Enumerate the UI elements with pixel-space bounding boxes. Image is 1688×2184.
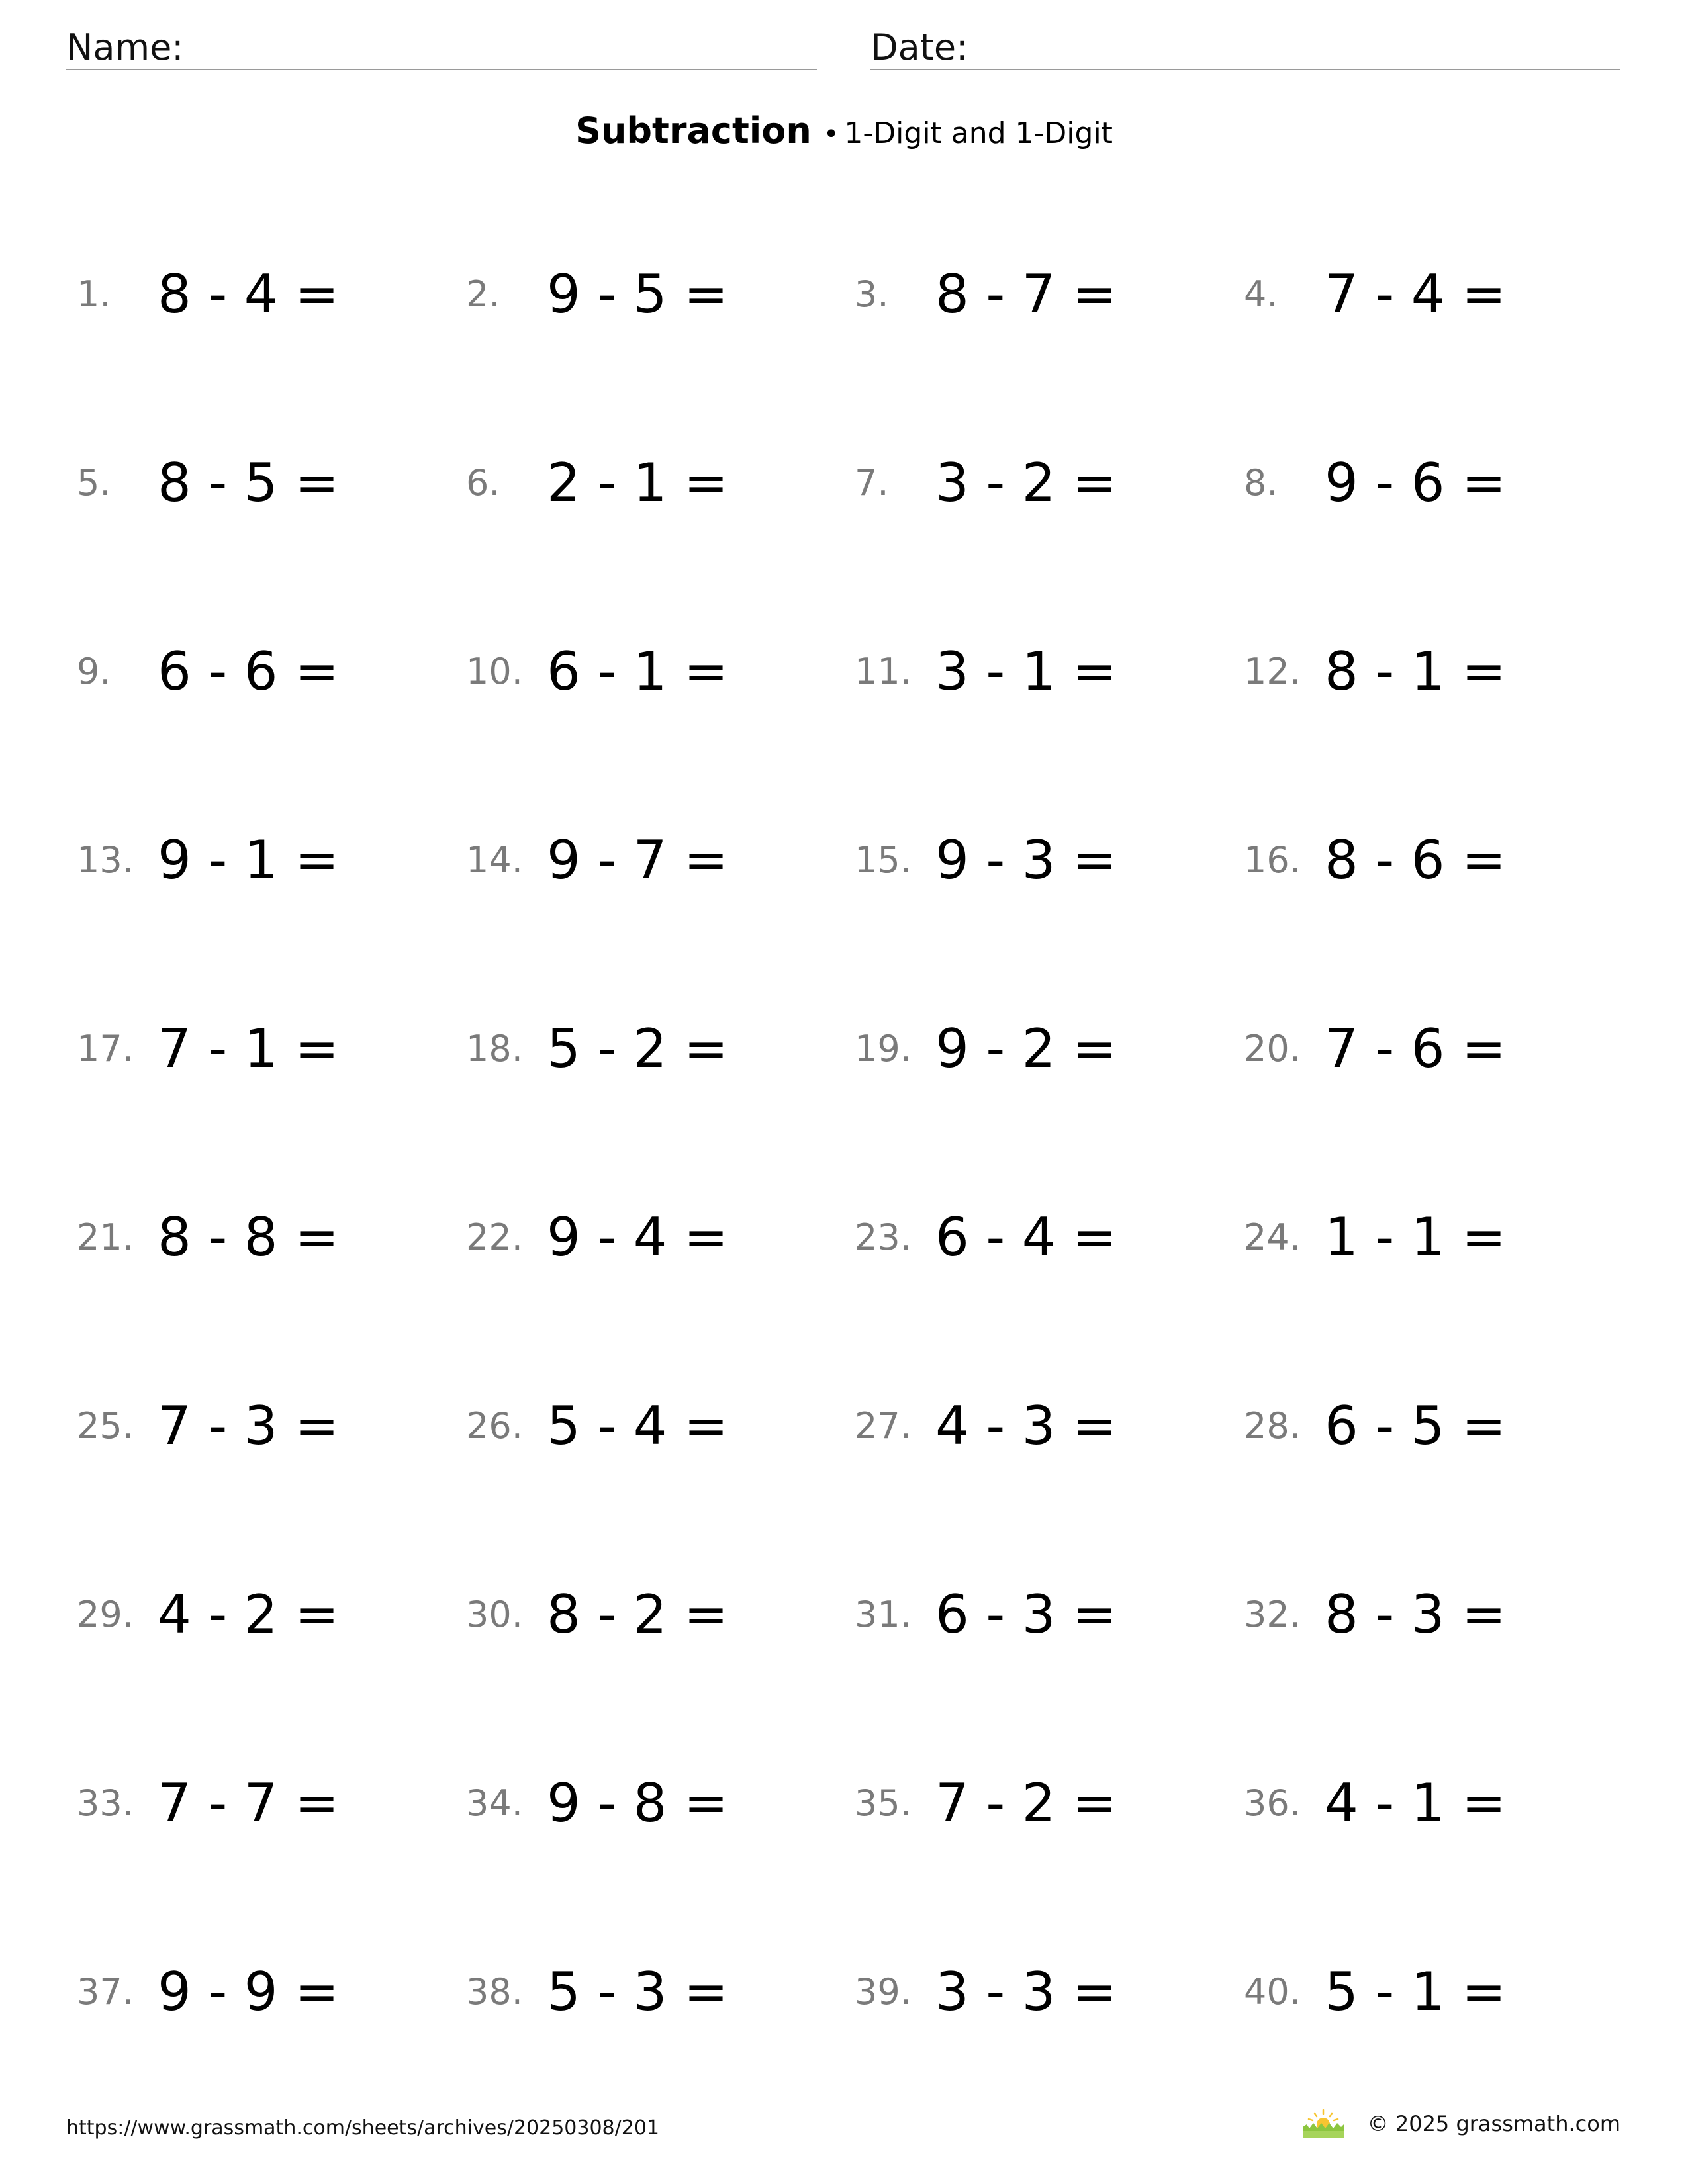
problem-item [1244,1520,1506,1709]
problem-item [466,1332,728,1520]
problem-number: 13. [77,839,134,881]
title-bullet: • [823,119,839,150]
problem-number: 18. [466,1028,523,1069]
footer-url[interactable]: https://www.grassmath.com/sheets/archives/20250308/201 [66,2116,660,2140]
problem-number: 16. [1244,839,1301,881]
problem-expression: 6 - 6 = [158,641,339,702]
problem-expression: 8 - 5 = [158,452,339,514]
date-field[interactable] [870,26,1620,70]
problem-item [77,954,339,1143]
problem-expression: 5 - 1 = [1325,1961,1506,2023]
problem-number: 7. [855,462,889,504]
problem-expression: 9 - 8 = [547,1772,728,1834]
problem-number: 12. [1244,651,1301,692]
problem-item [855,1520,1117,1709]
problem-expression: 8 - 3 = [1325,1584,1506,1645]
problem-number: 34. [466,1782,523,1824]
problem-number: 32. [1244,1594,1301,1635]
problem-expression: 6 - 1 = [547,641,728,702]
problem-number: 30. [466,1594,523,1635]
problem-number: 25. [77,1405,134,1447]
problem-expression: 8 - 8 = [158,1206,339,1268]
problem-row [0,1897,1688,2086]
problem-expression: 1 - 1 = [1325,1206,1506,1268]
problem-number: 33. [77,1782,134,1824]
problem-expression: 9 - 7 = [547,829,728,891]
problem-item [77,388,339,577]
problem-number: 21. [77,1216,134,1258]
problem-number: 36. [1244,1782,1301,1824]
problem-number: 22. [466,1216,523,1258]
problem-expression: 7 - 6 = [1325,1018,1506,1079]
problem-number: 8. [1244,462,1278,504]
problem-expression: 7 - 3 = [158,1395,339,1457]
problem-item [855,954,1117,1143]
problem-number: 20. [1244,1028,1301,1069]
problem-expression: 4 - 1 = [1325,1772,1506,1834]
problem-number: 1. [77,273,111,315]
problem-item [466,1143,728,1332]
problem-expression: 7 - 4 = [1325,263,1506,325]
problem-number: 26. [466,1405,523,1447]
problem-item [77,1897,339,2086]
problem-number: 27. [855,1405,912,1447]
problem-item [1244,1332,1506,1520]
title-subtitle: 1-Digit and 1-Digit [844,116,1113,150]
problem-row [0,577,1688,766]
problem-expression: 2 - 1 = [547,452,728,514]
problem-number: 24. [1244,1216,1301,1258]
problem-item [1244,1709,1506,1897]
problem-expression: 8 - 2 = [547,1584,728,1645]
problem-row [0,766,1688,954]
problem-item [466,1520,728,1709]
problem-number: 3. [855,273,889,315]
problem-item [855,1897,1117,2086]
problem-number: 40. [1244,1971,1301,2013]
problem-item [77,1332,339,1520]
problem-expression: 7 - 7 = [158,1772,339,1834]
problem-number: 11. [855,651,912,692]
problem-number: 29. [77,1594,134,1635]
problem-item [855,577,1117,766]
problem-item [466,200,728,388]
problem-item [1244,388,1506,577]
problem-item [77,200,339,388]
problem-number: 17. [77,1028,134,1069]
problem-number: 14. [466,839,523,881]
problem-item [855,388,1117,577]
problem-number: 31. [855,1594,912,1635]
problem-item [466,954,728,1143]
title-main: Subtraction [575,110,812,152]
problem-number: 35. [855,1782,912,1824]
sun-over-grass-icon [1301,2109,1345,2139]
problem-number: 37. [77,1971,134,2013]
problem-item [466,388,728,577]
problem-number: 28. [1244,1405,1301,1447]
problem-number: 4. [1244,273,1278,315]
problem-expression: 9 - 4 = [547,1206,728,1268]
problem-expression: 3 - 2 = [935,452,1117,514]
problem-item [855,766,1117,954]
problem-expression: 4 - 2 = [158,1584,339,1645]
problem-expression: 5 - 2 = [547,1018,728,1079]
problem-row [0,1143,1688,1332]
problem-expression: 6 - 4 = [935,1206,1117,1268]
problem-expression: 5 - 3 = [547,1961,728,2023]
footer-copyright: © 2025 grassmath.com [1367,2111,1620,2136]
problem-expression: 9 - 6 = [1325,452,1506,514]
problem-number: 9. [77,651,111,692]
problem-item [466,1709,728,1897]
problem-expression: 6 - 3 = [935,1584,1117,1645]
problem-expression: 6 - 5 = [1325,1395,1506,1457]
problem-number: 39. [855,1971,912,2013]
problem-item [466,1897,728,2086]
problem-row [0,388,1688,577]
problem-expression: 7 - 2 = [935,1772,1117,1834]
problem-number: 2. [466,273,500,315]
name-label: Name: [66,26,184,68]
problem-row [0,1332,1688,1520]
problem-number: 15. [855,839,912,881]
problem-number: 38. [466,1971,523,2013]
problem-number: 5. [77,462,111,504]
problem-item [77,1520,339,1709]
problem-expression: 9 - 5 = [547,263,728,325]
problem-number: 6. [466,462,500,504]
problem-item [1244,1897,1506,2086]
problem-expression: 3 - 3 = [935,1961,1117,2023]
problem-expression: 8 - 6 = [1325,829,1506,891]
problem-expression: 9 - 1 = [158,829,339,891]
problem-item [855,1709,1117,1897]
problem-expression: 7 - 1 = [158,1018,339,1079]
problem-item [855,200,1117,388]
problem-number: 19. [855,1028,912,1069]
problem-item [1244,954,1506,1143]
footer-brand [1301,2109,1620,2139]
problem-item [855,1143,1117,1332]
problem-item [1244,577,1506,766]
name-field[interactable] [66,26,817,70]
problem-item [77,766,339,954]
problem-item [466,577,728,766]
problem-item [1244,200,1506,388]
problem-item [1244,766,1506,954]
problem-item [466,766,728,954]
date-label: Date: [870,26,968,68]
problem-item [855,1332,1117,1520]
problem-expression: 9 - 9 = [158,1961,339,2023]
problem-row [0,1520,1688,1709]
problem-grid [0,200,1688,2086]
problem-item [77,1143,339,1332]
problem-expression: 3 - 1 = [935,641,1117,702]
problem-expression: 8 - 4 = [158,263,339,325]
problem-expression: 8 - 1 = [1325,641,1506,702]
problem-row [0,954,1688,1143]
problem-expression: 9 - 3 = [935,829,1117,891]
worksheet-title [0,105,1688,166]
problem-expression: 4 - 3 = [935,1395,1117,1457]
problem-item [1244,1143,1506,1332]
problem-row [0,200,1688,388]
problem-expression: 5 - 4 = [547,1395,728,1457]
problem-expression: 9 - 2 = [935,1018,1117,1079]
problem-item [77,577,339,766]
problem-number: 10. [466,651,523,692]
problem-number: 23. [855,1216,912,1258]
problem-item [77,1709,339,1897]
problem-row [0,1709,1688,1897]
problem-expression: 8 - 7 = [935,263,1117,325]
